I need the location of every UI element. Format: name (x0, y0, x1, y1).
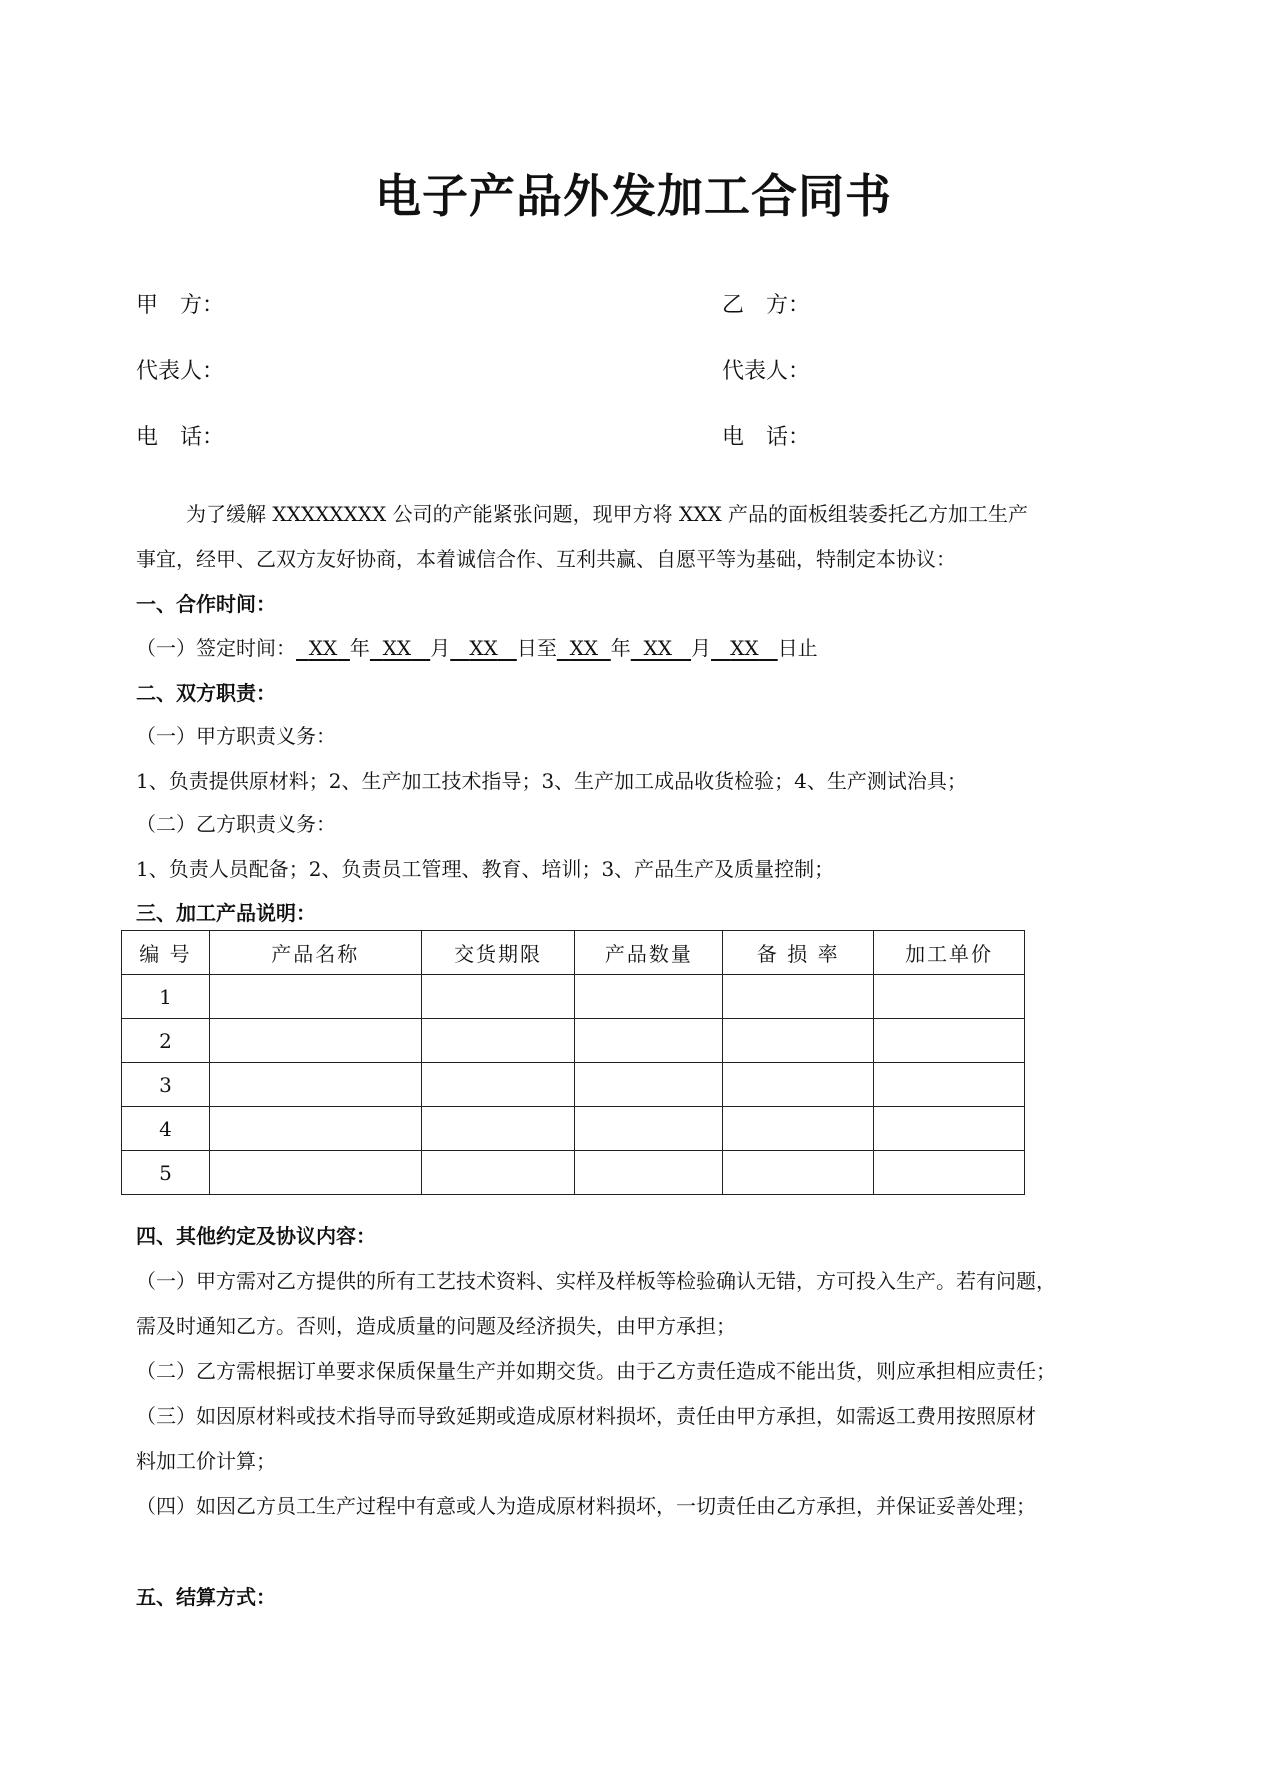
month-label-2: 月 (691, 636, 712, 660)
col-header-number: 编 号 (122, 931, 210, 975)
cell-unit-price[interactable] (874, 975, 1025, 1019)
cell-delivery-deadline[interactable] (421, 1151, 575, 1195)
phone-a-label: 电 话： (136, 425, 225, 450)
col-header-unit-price: 加工单价 (874, 931, 1025, 975)
rep-a-label: 代表人： (136, 359, 225, 384)
cell-delivery-deadline[interactable] (421, 975, 575, 1019)
page-title: 电子产品外发加工合同书 (375, 169, 892, 223)
clause-4: （四）如因乙方员工生产过程中有意或人为造成原材料损坏，一切责任由乙方承担，并保证妥善处理； (136, 1494, 1036, 1518)
cell-delivery-deadline[interactable] (421, 1107, 575, 1151)
cell-unit-price[interactable] (874, 1151, 1025, 1195)
year-label: 年 (349, 636, 370, 660)
cell-loss-rate[interactable] (723, 975, 874, 1019)
cell-product-name[interactable] (209, 975, 421, 1019)
party-a-label: 甲 方： (136, 293, 225, 318)
cell-loss-rate[interactable] (723, 1107, 874, 1151)
day-end-label: 日止 (777, 636, 818, 660)
cell-product-name[interactable] (209, 1019, 421, 1063)
start-year: XX (308, 636, 338, 660)
col-header-quantity: 产品数量 (575, 931, 723, 975)
cell-delivery-deadline[interactable] (421, 1063, 575, 1107)
rep-b-label: 代表人： (722, 359, 811, 384)
intro-line-2: 事宜，经甲、乙双方友好协商，本着诚信合作、互利共赢、自愿平等为基础，特制定本协议： (136, 547, 956, 571)
signing-time-line (136, 632, 818, 661)
row-number: 1 (122, 975, 210, 1019)
day-to-label: 日至 (516, 636, 557, 660)
cell-loss-rate[interactable] (723, 1019, 874, 1063)
cell-quantity[interactable] (575, 1107, 723, 1151)
table-row (122, 975, 1025, 1019)
a-duties-heading: （一）甲方职责义务： (136, 724, 336, 748)
cell-quantity[interactable] (575, 975, 723, 1019)
section-1-heading: 一、合作时间： (136, 592, 276, 616)
month-label: 月 (430, 636, 451, 660)
clause-2: （二）乙方需根据订单要求保质保量生产并如期交货。由于乙方责任造成不能出货，则应承担相应责任； (136, 1359, 1056, 1383)
phone-b-label: 电 话： (722, 425, 811, 450)
party-b-label: 乙 方： (722, 293, 811, 318)
start-day: XX (469, 636, 498, 660)
end-day: XX (730, 636, 759, 660)
table-header-row (122, 931, 1025, 975)
end-year: XX (569, 636, 599, 660)
table-row (122, 1063, 1025, 1107)
section-5-heading: 五、结算方式： (136, 1585, 276, 1609)
a-duties-list: 1、负责提供原材料；2、生产加工技术指导；3、生产加工成品收货检验；4、生产测试治具； (136, 769, 967, 793)
table-row (122, 1019, 1025, 1063)
section-2-heading: 二、双方职责： (136, 681, 276, 705)
col-header-product-name: 产品名称 (209, 931, 421, 975)
intro-line-1: 为了缓解 XXXXXXXX 公司的产能紧张问题，现甲方将 XXX 产品的面板组装委托乙方加工生产 (186, 502, 1029, 526)
year-label-2: 年 (610, 636, 631, 660)
cell-quantity[interactable] (575, 1019, 723, 1063)
cell-unit-price[interactable] (874, 1107, 1025, 1151)
cell-unit-price[interactable] (874, 1019, 1025, 1063)
row-number: 2 (122, 1019, 210, 1063)
section-4-heading: 四、其他约定及协议内容： (136, 1224, 376, 1248)
cell-loss-rate[interactable] (723, 1151, 874, 1195)
cell-product-name[interactable] (209, 1107, 421, 1151)
col-header-delivery-deadline: 交货期限 (421, 931, 575, 975)
cell-loss-rate[interactable] (723, 1063, 874, 1107)
clause-1-line-2: 需及时通知乙方。否则，造成质量的问题及经济损失，由甲方承担； (136, 1314, 736, 1338)
table-row (122, 1107, 1025, 1151)
cell-unit-price[interactable] (874, 1063, 1025, 1107)
b-duties-heading: （二）乙方职责义务： (136, 812, 336, 836)
clause-3-line-2: 料加工价计算； (136, 1449, 276, 1473)
cell-product-name[interactable] (209, 1063, 421, 1107)
cell-quantity[interactable] (575, 1151, 723, 1195)
cell-product-name[interactable] (209, 1151, 421, 1195)
clause-3-line-1: （三）如因原材料或技术指导而导致延期或造成原材料损坏，责任由甲方承担，如需返工费用按照原材 (136, 1404, 1036, 1428)
table-row (122, 1151, 1025, 1195)
row-number: 3 (122, 1063, 210, 1107)
end-month: XX (643, 636, 672, 660)
clause-1-line-1: （一）甲方需对乙方提供的所有工艺技术资料、实样及样板等检验确认无错，方可投入生产。若有问题， (136, 1269, 1056, 1293)
cell-delivery-deadline[interactable] (421, 1019, 575, 1063)
row-number: 4 (122, 1107, 210, 1151)
product-table (121, 930, 1025, 1195)
row-number: 5 (122, 1151, 210, 1195)
section-3-heading: 三、加工产品说明： (136, 901, 316, 925)
col-header-loss-rate: 备 损 率 (723, 931, 874, 975)
start-month: XX (382, 636, 412, 660)
b-duties-list: 1、负责人员配备；2、负责员工管理、教育、培训；3、产品生产及质量控制； (136, 857, 835, 881)
signing-prefix: （一）签定时间： (136, 636, 296, 660)
cell-quantity[interactable] (575, 1063, 723, 1107)
